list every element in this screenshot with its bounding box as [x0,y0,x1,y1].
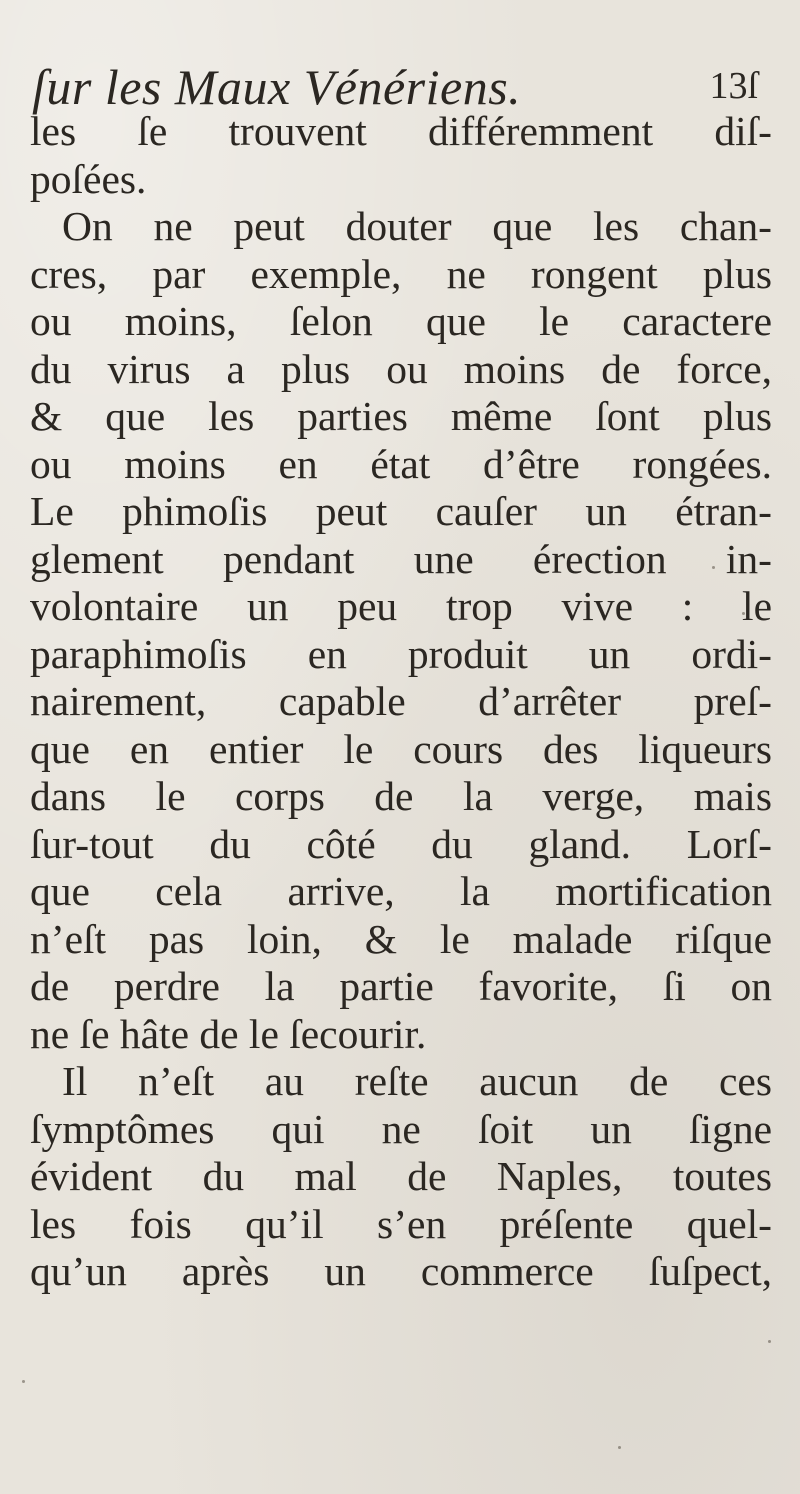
paper-speck [618,1446,621,1449]
text-line: volontaire un peu trop vive : le [30,583,772,629]
text-line: glement pendant une érection in- [30,535,772,582]
paper-speck [22,1380,25,1383]
text-line: ſymptômes qui ne ſoit un ſigne [30,1105,772,1152]
page-number: 13ſ [709,65,758,107]
text-line: les fois qu’il s’en préſente quel- [30,1200,772,1247]
text-line: évident du mal de Naples, toutes [30,1153,772,1199]
text-line: & que les parties même ſont plus [30,393,772,439]
text-line: que en entier le cours des liqueurs [30,725,772,772]
text-line: Le phimoſis peut cauſer un étran- [30,488,772,534]
text-line: n’eſt pas loin, & le malade riſque [30,915,772,962]
text-line: ne ſe hâte de le ſecourir. [30,1010,427,1057]
paragraph-start-line: On ne peut douter que les chan- [62,203,772,249]
text-line: ou moins en état d’être rongées. [30,440,772,487]
text-line: ou moins, ſelon que le caractere [30,298,772,344]
text-line: ſur-tout du côté du gland. Lorſ- [30,820,772,867]
text-line: cres, par exemple, ne rongent plus [30,250,772,297]
text-line: les ſe trouvent différemment diſ- [30,108,772,154]
running-title: ſur les Maux Vénériens. [32,59,522,115]
paper-speck [742,612,745,615]
text-line: poſées. [30,155,147,202]
paper-speck [768,1340,771,1343]
body-text [30,108,772,1296]
text-line: nairement, capable d’arrêter preſ- [30,678,772,724]
text-line: paraphimoſis en produit un ordi- [30,630,772,677]
text-line: que cela arrive, la mortification [30,868,772,914]
paragraph-start-line: Il n’eſt au reſte aucun de ces [62,1058,772,1104]
text-line: de perdre la partie favorite, ſi on [30,963,772,1009]
paper-speck [712,566,715,569]
text-line: qu’un après un commerce ſuſpect, [30,1248,772,1294]
text-line: dans le corps de la verge, mais [30,773,772,819]
text-line: du virus a plus ou moins de force, [30,345,772,392]
